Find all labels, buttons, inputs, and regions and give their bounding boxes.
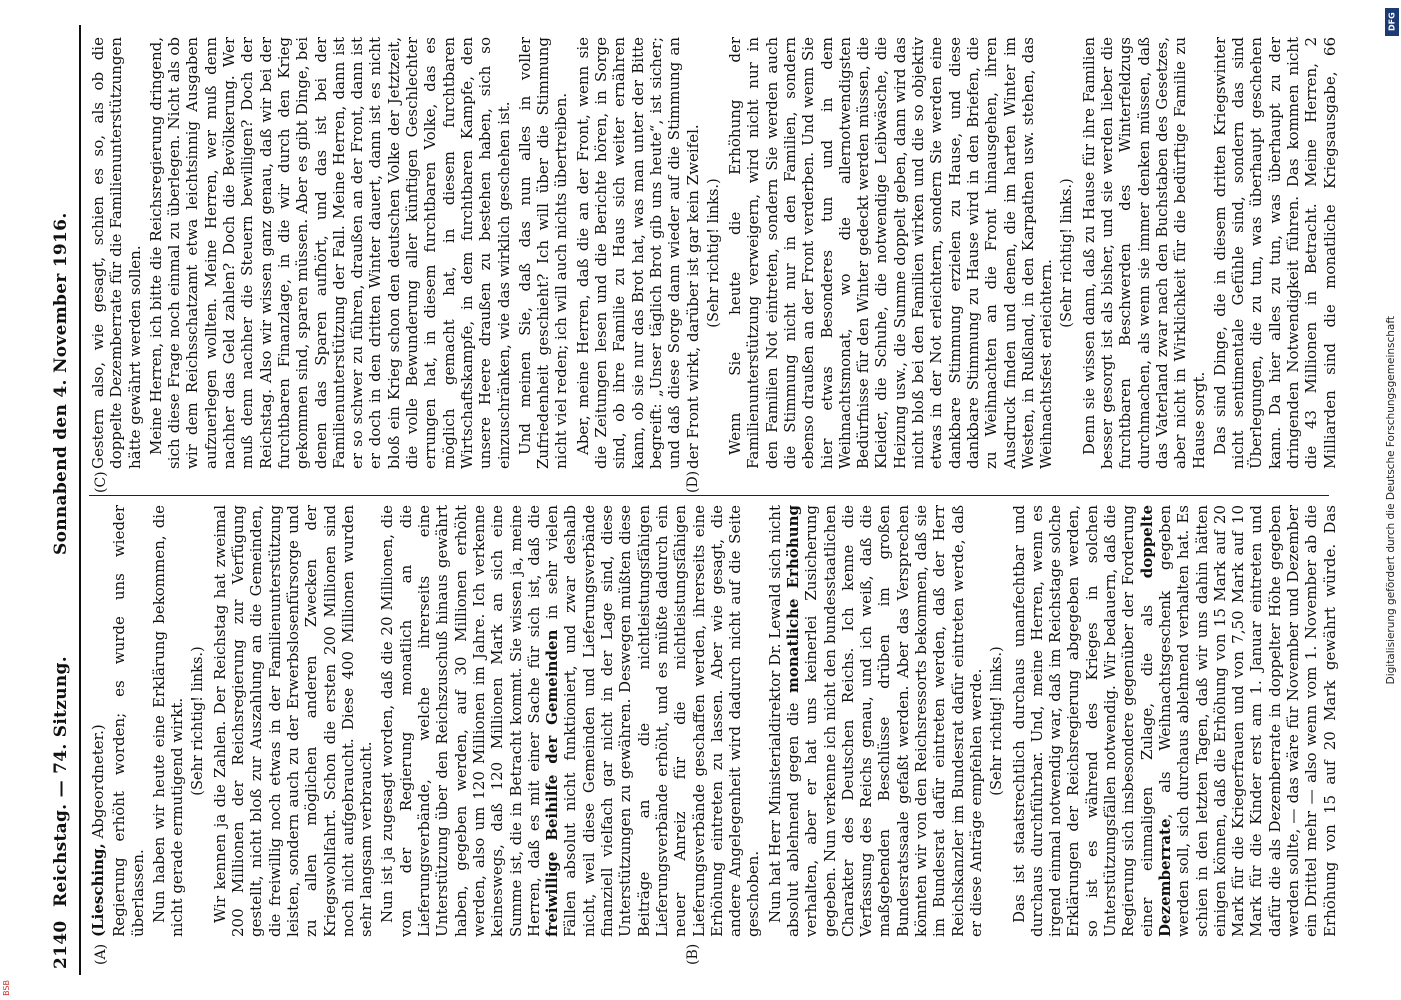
paragraph xyxy=(1010,505,1339,937)
paragraph: Denn sie wissen dann, daß zu Hause für ihre Familien besser gesorgt ist als bisher, und sie werden lieber die furchtbaren Beschwerden des Winterfeldzugs durchmachen, als wenn sie immer denken müssen, daß das Vaterland zwar nach den Buchstaben des Gesetzes, aber nicht in Wirklichkeit für die bedürftige Familie zu Hause sorgt. xyxy=(1079,37,1208,469)
bold-phrase: freiwillige Beihilfe der Gemeinden xyxy=(543,629,562,937)
digitization-credit xyxy=(1381,0,1401,1000)
paragraph: Gestern also, wie gesagt, schien es so, als ob die doppelte Dezemberrate für die Familienunterstützungen hätte gewährt werden sollen. xyxy=(89,37,144,469)
margin-mark-a: (A) xyxy=(93,943,109,965)
paragraph-text: Nun ist ja zugesagt worden, daß die 20 Millionen, die von der Regierung monatlich an die Lieferungsverbände, welche ihrerseits eine Unterstützung über den Reichszuschuß hinaus gewährt haben, gegeben werden, auf 30 Millionen erhöht werden, also um 120 Millionen im Jahre. Ich verkenne keineswegs, daß 120 Millionen Mark an sich eine Summe ist, die in Betracht kommt. Sie wissen ja, meine Herren, daß es mit einer Sache für sich ist, daß die xyxy=(378,505,543,937)
paragraph xyxy=(378,505,762,937)
paragraph-text: , als Weihnachtsgeschenk gegeben werden soll, sich durchaus ablehnend verhalten hat. Es schien in den letzten Tagen, daß wir uns dahin hätten einigen können, daß die Erhöhung von 15 Mark auf 20 Mark für die Kriegerfrauen und von 7,50 Mark auf 10 Mark für die Kinder erst am 1. Januar eintreten und dafür die als Dezemberrate in doppelter Höhe gegeben werden sollte, — das wäre für November und Dezember ein Drittel mehr — also wenn vom 1. November ab die Erhöhung von 15 auf 20 Mark gewährt würde. Das xyxy=(1155,505,1339,937)
speaker-name: (Liesching, xyxy=(89,843,107,937)
interjection: (Sehr richtig! links.) xyxy=(1059,178,1076,328)
paragraph xyxy=(766,505,986,937)
paragraph: Nun haben wir heute eine Erklärung bekommen, die nicht gerade ermutigend wirkt. xyxy=(149,505,187,937)
paragraph-text: Das ist staatsrechtlich durchaus unanfechtbar und durchaus durchführbar. Und, meine Herren, wenn es irgend einmal notwendig war, daß im Reichstage solche Erklärungen der Reichsregierung abgegeben werden, so ist es während des Krieges in solchen Unterstützungsfällen notwendig. Wir bedauern, daß die Regierung sich insbesondere gegenüber der Forderung einer einmaligen Zulage, die als xyxy=(1009,505,1156,937)
paragraph: Aber, meine Herren, daß die an der Front, wenn sie die Zeitungen lesen und die Berichte hören, in Sorge sind, ob ihre Familie zu Haus sich weiter ernähren kann, ob sie nur das Brot hat, was man unter der Bitte begreift: „Unser täglich Brot gib uns heute“, ist sicher; und daß diese Sorge dann wieder auf die Stimmung an der Front wirkt, darüber ist gar kein Zweifel. xyxy=(573,37,702,469)
margin-mark-b: (B) xyxy=(685,943,701,965)
paragraph-text: in sehr vielen Fällen absolut nicht funktioniert, und zwar deshalb nicht, weil diese Gemeinden und Lieferungsverbände finanziell vielfach gar nicht in der Lage sind, diese Unterstützungen zu gewähren. Deswegen müßten diese Beiträge an die nichtleistungsfähigen Lieferungsverbände erhöht, und es müßte dadurch ein neuer Anreiz für die nichtleistungsfähigen Lieferungsverbände geschaffen werden, ihrerseits eine Erhöhung eintreten zu lassen. Aber wie gesagt, die andere Angelegenheit wird dadurch nicht auf die Seite geschoben. xyxy=(543,505,763,937)
session-title: Reichstag. — 74. Sitzung. xyxy=(51,656,71,907)
speaker-role: Abgeordneter.) xyxy=(89,724,107,839)
bold-phrase: monatliche Erhöhung xyxy=(783,505,802,693)
paragraph: Regierung erhöht worden; es wurde uns wieder überlassen. xyxy=(110,505,147,937)
paragraph-text: Nun hat Herr Ministerialdirektor Dr. Lewald sich nicht absolut ablehnend gegen die xyxy=(765,505,802,937)
paragraph: Meine Herren, ich bitte die Reichsregierung dringend, sich diese Frage noch einmal zu überlegen. Nicht als ob wir dem Reichsschatzamt etwa leichtsinnig Ausgaben aufzuerlegen wollten. Meine Herren, wer muß denn nachher das Geld zahlen? Doch die Bevölkerung. Wer muß denn nachher die Steuern bewilligen? Doch der Reichstag. Also wir wissen ganz genau, daß wir bei der furchtbaren Finanzlage, in die wir durch den Krieg gekommen sind, sparen müssen. Aber es gibt Dinge, bei denen das Sparen aufhört, und das ist bei der Familienunterstützung der Fall. Meine Herren, dann ist er so schwer zu führen, draußen an der Front, dann ist er doch in den dritten Winter dauert, dann ist es nicht bloß ein Krieg schon den deutschen Volke der Jetztzeit, die volle Bewunderung aller künftigen Geschlechter errungen hat, in diesem furchtbaren Volke, das es möglich gemacht hat, in diesem furchtbaren Wirtschaftskampfe, in dem furchtbaren Kampfe, den unsere Heere draußen zu bestehen haben, sich so einzuschränken, wie das wirklich geschehen ist. xyxy=(146,37,513,469)
paragraph: Das sind Dinge, die in diesem dritten Kriegswinter nicht sentimentale Gefühle sind, sondern das sind Überlegungen, die zu tun, was überhaupt geschehen kann. Da hier alles zu tun, was überhaupt zu der dringenden Notwendigkeit führen. Das kommen nicht die 43 Millionen in Betracht. Meine Herren, 2 Milliarden sind die monatliche Kriegsausgabe, 66 xyxy=(1210,37,1339,469)
margin-mark-d: (D) xyxy=(685,470,701,493)
dfg-logo-icon: DFG xyxy=(1385,8,1399,36)
paragraph: Wir kennen ja die Zahlen. Der Reichstag hat zweimal 200 Millionen der Reichsregierung zur Verfügung gestellt, nicht bloß zur Auszahlung an die Gemeinden, die freiwillig noch etwas in der Familienunterstützung leisten, sondern auch zu der Erwerbslosenfürsorge und zu allen möglichen anderen Zwecken der Kriegswohlfahrt. Schon die ersten 200 Millionen sind noch nicht aufgebraucht. Diese 400 Millionen wurden sehr langsam verbraucht. xyxy=(210,505,376,937)
paragraph: Und meinen Sie, daß das nun alles in voller Zufriedenheit geschieht? Ich will über die Stimmung nicht viel reden; ich will auch nichts übertreiben. xyxy=(515,37,571,469)
interjection: (Sehr richtig! links.) xyxy=(989,646,1006,796)
session-date: Sonnabend den 4. November 1916. xyxy=(51,212,71,555)
paragraph: Wenn Sie heute die Erhöhung der Familienunterstützung verweigern, wird nicht nur in den Familien Not eintreten, sondern Sie werden auch die Stimmung nicht nur in den Familien, sondern ebenso draußen an der Front verderben. Und wenn Sie hier etwas Besonderes tun und in dem Weihnachtsmonat, wo die allernotwendigsten Bedürfnisse für den Winter gedeckt werden müssen, die Kleider, die Schuhe, die notwendige Leibwäsche, die Heizung usw., die Summe doppelt geben, dann wird das nicht bloß bei den Familien wirken und die so objektiv etwas in der Not erleichtern, sondern Sie werden eine dankbare Stimmung erzielen zu Hause, und diese dankbare Stimmung zu Hause wird in den Briefen, die zu Weihnachten an die Front hinausgehen, ihren Ausdruck finden und denen, die im harten Winter im Westen, in Rußland, in den Karpathen usw. stehen, das Weihnachtsfest erleichtern. xyxy=(726,37,1056,469)
right-column xyxy=(89,37,1339,469)
speaker-line xyxy=(89,505,107,937)
paragraph-text: verhalten, aber er hat uns keinerlei Zusicherung gegeben. Nun verkenne ich nicht den bundesstaatlichen Charakter des Deutschen Reichs. Ich kenne die Verfassung des Reichs genau, und ich weiß, daß die maßgebenden Beschlüsse drüben im großen Bundesratssaale gefaßt werden. Aber das Versprechen könnten wir von den Reichsressorts bekommen, daß sie im Bundesrat dafür eintreten werden, daß der Herr Reichskanzler im Bundesrat dafür eintreten werde, daß er diese Anträge empfehlen werde. xyxy=(802,505,985,937)
interjection: (Sehr richtig! links.) xyxy=(190,646,207,796)
scanned-page xyxy=(45,25,1345,975)
margin-mark-c: (C) xyxy=(93,471,109,493)
interjection: (Sehr richtig! links.) xyxy=(705,178,722,328)
bold-phrase: doppelte Dezemberrate xyxy=(1137,505,1174,937)
library-tag: BSB xyxy=(2,980,11,996)
page-number: 2140 xyxy=(51,920,71,969)
credit-text: Digitalisierung gefördert durch die Deutsche Forschungsgemeinschaft xyxy=(1385,315,1397,685)
left-column xyxy=(89,505,1339,937)
column-divider xyxy=(89,495,1329,496)
page-header xyxy=(45,25,81,975)
